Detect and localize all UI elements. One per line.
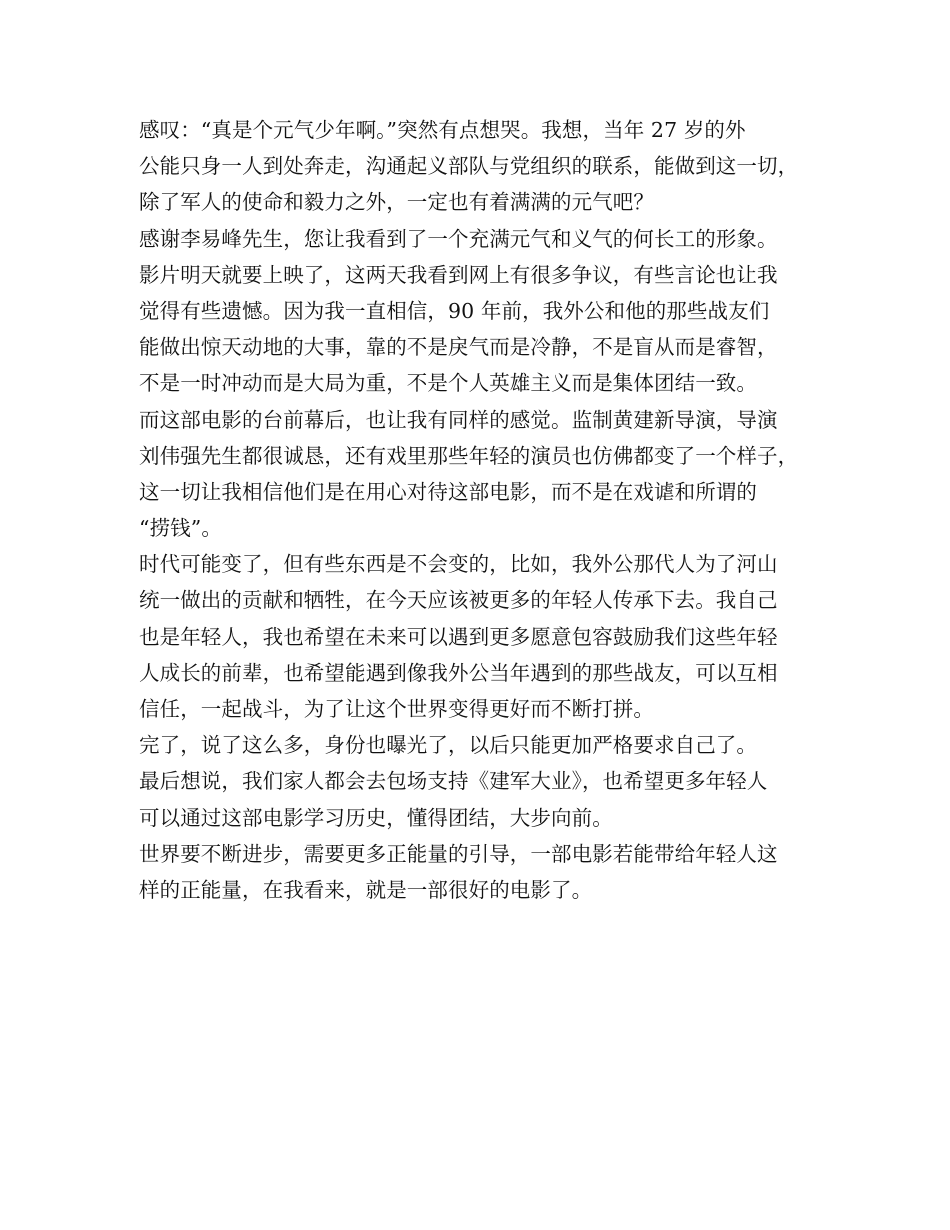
text-line: 感叹：“真是个元气少年啊。”突然有点想哭。我想，当年 27 岁的外	[139, 118, 746, 142]
text-line: 世界要不断进步，需要更多正能量的引导，一部电影若能带给年轻人这	[139, 841, 778, 866]
text-line: 影片明天就要上映了，这两天我看到网上有很多争议，有些言论也让我	[139, 262, 778, 287]
text-line: 信任，一起战斗，为了让这个世界变得更好而不断打拼。	[139, 697, 654, 721]
text-line: 人成长的前辈，也希望能遇到像我外公当年遇到的那些战友，可以互相	[139, 660, 778, 685]
text-line: 除了军人的使命和毅力之外，一定也有着满满的元气吧？	[139, 190, 654, 215]
text-line: 最后想说，我们家人都会去包场支持《建军大业》，也希望更多年轻人	[139, 769, 768, 794]
text-line: 刘伟强先生都很诚恳，还有戏里那些年轻的演员也仿佛都变了一个样子，	[139, 443, 799, 468]
text-line: 能做出惊天动地的大事，靠的不是戾气而是冷静，不是盲从而是睿智，	[139, 335, 778, 360]
text-line: 时代可能变了，但有些东西是不会变的，比如，我外公那代人为了河山	[139, 552, 778, 577]
article-text	[139, 112, 829, 908]
text-line: 不是一时冲动而是大局为重，不是个人英雄主义而是集体团结一致。	[139, 371, 757, 396]
text-line: 样的正能量，在我看来，就是一部很好的电影了。	[139, 877, 593, 902]
text-line: 而这部电影的台前幕后，也让我有同样的感觉。监制黄建新导演，导演	[139, 407, 778, 432]
text-line: 完了，说了这么多，身份也曝光了，以后只能更加严格要求自己了。	[139, 733, 757, 758]
text-line: 也是年轻人，我也希望在未来可以遇到更多愿意包容鼓励我们这些年轻	[139, 624, 778, 649]
text-line: 感谢李易峰先生，您让我看到了一个充满元气和义气的何长工的形象。	[139, 226, 778, 251]
text-line: “捞钱”。	[139, 516, 222, 541]
text-line: 这一切让我相信他们是在用心对待这部电影，而不是在戏谑和所谓的	[139, 479, 757, 504]
text-line: 可以通过这部电影学习历史，懂得团结，大步向前。	[139, 805, 613, 830]
text-line: 觉得有些遗憾。因为我一直相信，90 年前，我外公和他的那些战友们	[139, 298, 770, 323]
text-line: 统一做出的贡献和牺牲，在今天应该被更多的年轻人传承下去。我自己	[139, 588, 778, 613]
text-line: 公能只身一人到处奔走，沟通起义部队与党组织的联系，能做到这一切，	[139, 154, 799, 179]
